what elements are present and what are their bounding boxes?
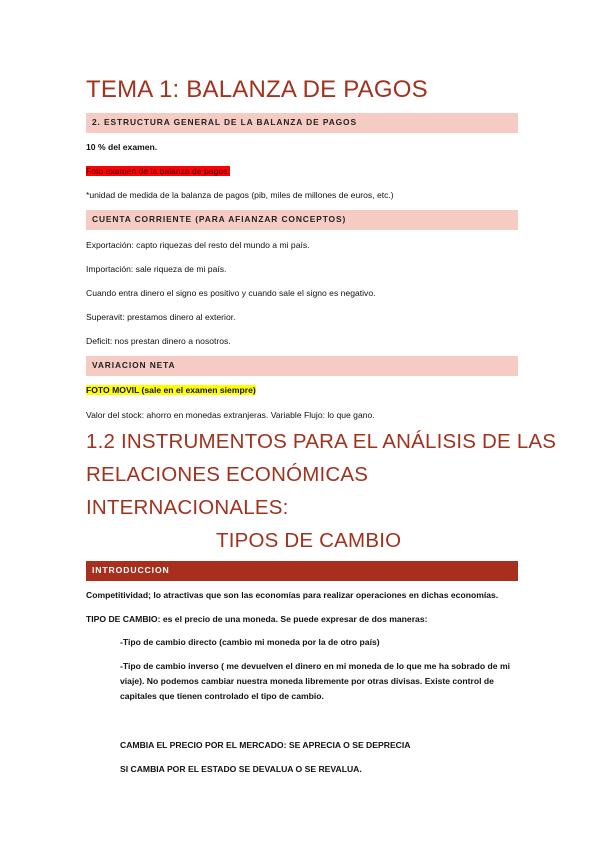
heading-line-3: INTERNACIONALES: bbox=[86, 496, 289, 519]
heading-line-2: RELACIONES ECONÓMICAS bbox=[86, 463, 369, 486]
section-bar-variacion-neta bbox=[86, 356, 518, 376]
heading-line-1: 1.2 INSTRUMENTOS PARA EL ANÁLISIS DE LAS bbox=[86, 430, 557, 453]
text-unidad-medida: *unidad de medida de la balanza de pagos (pib, miles de millones de euros, etc.) bbox=[86, 190, 394, 200]
text-superavit: Superavit: prestamos dinero al exterior. bbox=[86, 312, 236, 322]
text-cambia-mercado: CAMBIA EL PRECIO POR EL MERCADO: SE APRECIA O SE DEPRECIA bbox=[120, 740, 411, 750]
text-competitividad: Competitividad; lo atractivas que son las economías para realizar operaciones en dichas economías. bbox=[86, 590, 499, 600]
text-tipo-inverso-3: capitales que tienen controlado el tipo de cambio. bbox=[120, 691, 324, 701]
text-importacion: Importación: sale riqueza de mi país. bbox=[86, 264, 227, 274]
text-signo: Cuando entra dinero el signo es positivo y cuando sale el signo es negativo. bbox=[86, 288, 376, 298]
text-foto-examen-line bbox=[86, 166, 230, 176]
heading-line-4: TIPOS DE CAMBIO bbox=[216, 529, 402, 552]
text-valor-stock: Valor del stock: ahorro en monedas extranjeras. Variable Flujo: lo que gano. bbox=[86, 410, 375, 420]
text-foto-movil-line bbox=[86, 385, 256, 395]
section-label: VARIACION NETA bbox=[92, 360, 176, 370]
section-bar-estructura bbox=[86, 113, 518, 133]
text-examen-pct: 10 % del examen. bbox=[86, 142, 158, 152]
highlight-foto-examen: Foto examen de la balanza de pagos. bbox=[86, 166, 230, 176]
text-deficit: Deficit: nos prestan dinero a nosotros. bbox=[86, 336, 231, 346]
section-label: 2. ESTRUCTURA GENERAL DE LA BALANZA DE PAGOS bbox=[92, 117, 357, 127]
section-bar-cuenta-corriente bbox=[86, 210, 518, 230]
page-title: TEMA 1: BALANZA DE PAGOS bbox=[86, 76, 428, 103]
text-tipo-inverso-1: -Tipo de cambio inverso ( me devuelven el dinero en mi moneda de lo que me ha sobrado de mi bbox=[120, 661, 510, 671]
highlight-foto-movil: FOTO MOVIL (sale en el examen siempre) bbox=[86, 385, 256, 395]
text-tipo-inverso-2: viaje). No podemos cambiar nuestra moneda libremente por otras divisas. Existe control de bbox=[120, 676, 494, 686]
section-bar-introduccion bbox=[86, 561, 518, 581]
section-label: CUENTA CORRIENTE (PARA AFIANZAR CONCEPTOS) bbox=[92, 214, 347, 224]
text-exportacion: Exportación: capto riquezas del resto del mundo a mi país. bbox=[86, 240, 310, 250]
text-tipo-cambio: TIPO DE CAMBIO: es el precio de una moneda. Se puede expresar de dos maneras: bbox=[86, 614, 428, 624]
text-tipo-directo: -Tipo de cambio directo (cambio mi moneda por la de otro país) bbox=[120, 637, 380, 647]
section-label: INTRODUCCION bbox=[92, 565, 170, 575]
text-cambia-estado: SI CAMBIA POR EL ESTADO SE DEVALUA O SE REVALUA. bbox=[120, 764, 362, 774]
